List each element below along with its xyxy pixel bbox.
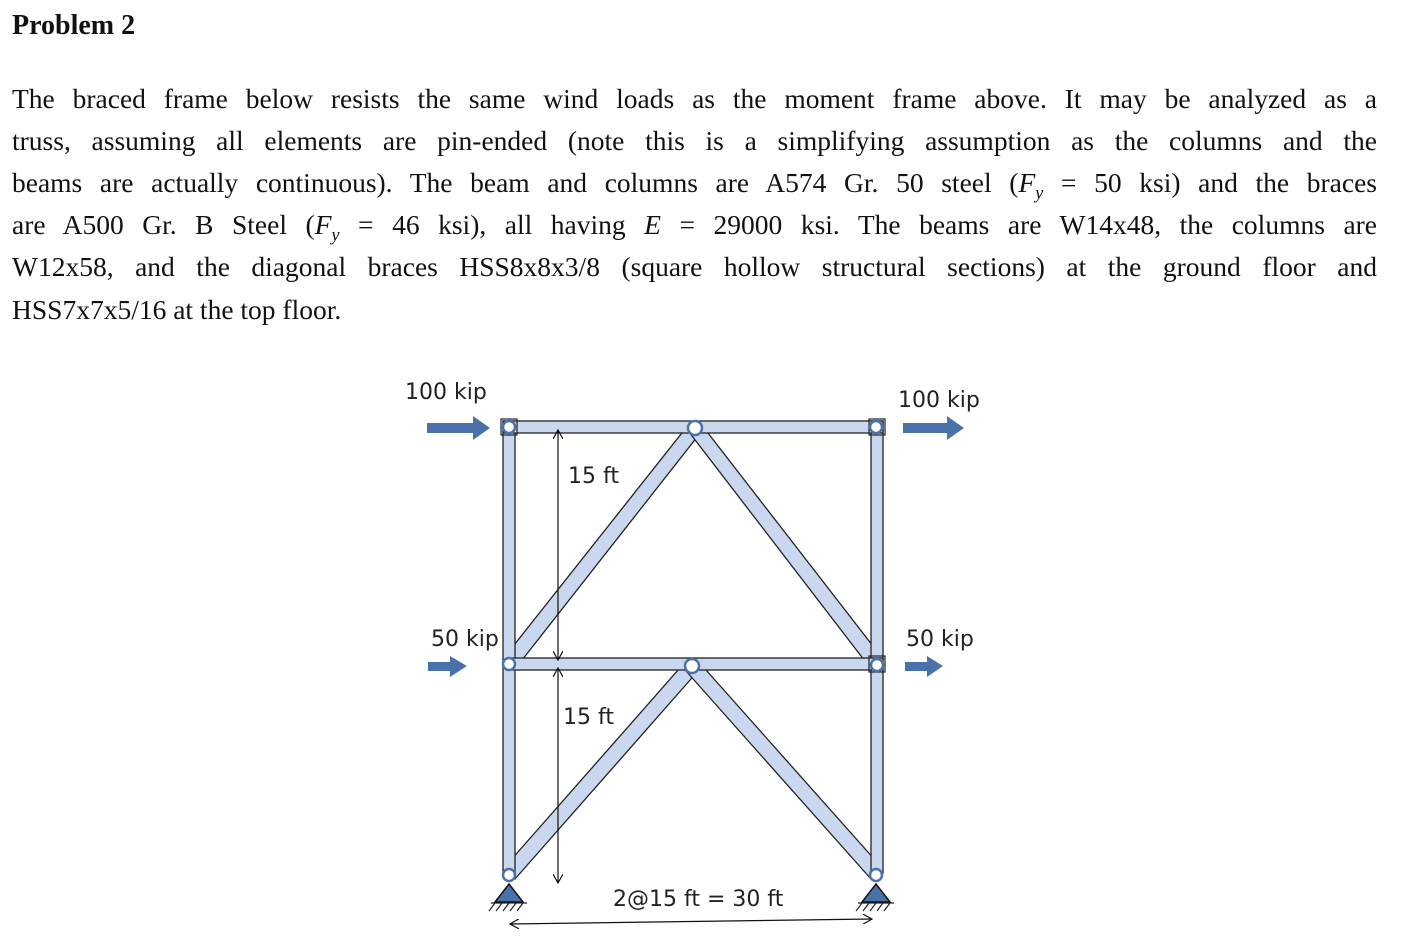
brace-bottom-right: [686, 661, 883, 879]
text-segment: are A500 Gr. B Steel (: [12, 209, 315, 240]
load-label-top-right: 100 kip: [898, 388, 980, 413]
text-segment: = 50 ksi) and the braces: [1043, 167, 1378, 198]
pin-joint: [871, 659, 883, 671]
e-symbol: E: [644, 209, 661, 240]
f-letter: F: [1018, 167, 1036, 198]
pin-joint: [870, 421, 882, 433]
arrow-right-icon: [427, 416, 490, 440]
load-label-mid-right: 50 kip: [906, 627, 974, 652]
pin-joint: [503, 658, 515, 670]
height-label-bottom: 15 ft: [563, 705, 614, 730]
brace-top-right: [689, 424, 883, 669]
load-label-mid-left: 50 kip: [431, 627, 499, 652]
paragraph-line-2: truss, assuming all elements are pin-ended (note this is a simplifying assumption as the columns and the: [12, 125, 1377, 156]
pin-joint: [688, 421, 702, 435]
column-right: [871, 421, 883, 873]
paragraph-line-5: W12x58, and the diagonal braces HSS8x8x3/8 (square hollow structural sections) at the ground floor and: [12, 251, 1377, 282]
pin-joint: [503, 869, 515, 881]
height-label-top: 15 ft: [568, 464, 619, 489]
members: [503, 421, 883, 879]
arrow-right-icon: [428, 656, 467, 677]
pin-support-right: [862, 884, 890, 902]
text-segment: = 46 ksi), all having: [339, 209, 645, 240]
text-segment: beams are actually continuous). The beam and columns are A574 Gr. 50 steel (: [12, 167, 1019, 198]
problem-title: Problem 2: [12, 10, 136, 41]
f-letter: F: [314, 209, 332, 240]
pin-joint: [685, 659, 699, 673]
y-subscript: y: [1035, 182, 1044, 203]
paragraph-line-6: HSS7x7x5/16 at the top floor.: [12, 294, 342, 325]
pin-joint: [870, 869, 882, 881]
brace-top-left: [503, 424, 701, 669]
load-label-top-left: 100 kip: [405, 380, 487, 405]
brace-bottom-left: [503, 661, 698, 879]
span-label: 2@15 ft = 30 ft: [613, 887, 784, 912]
arrow-right-icon: [903, 416, 964, 440]
paragraph-line-1: The braced frame below resists the same wind loads as the moment frame above. It may be analyzed as a: [12, 83, 1377, 114]
pin-support-left: [495, 884, 523, 902]
pin-joint: [503, 421, 515, 433]
text-segment: = 29000 ksi. The beams are W14x48, the columns are: [660, 209, 1378, 240]
arrow-right-icon: [905, 656, 943, 677]
column-left: [503, 421, 515, 873]
y-subscript: y: [331, 224, 340, 245]
